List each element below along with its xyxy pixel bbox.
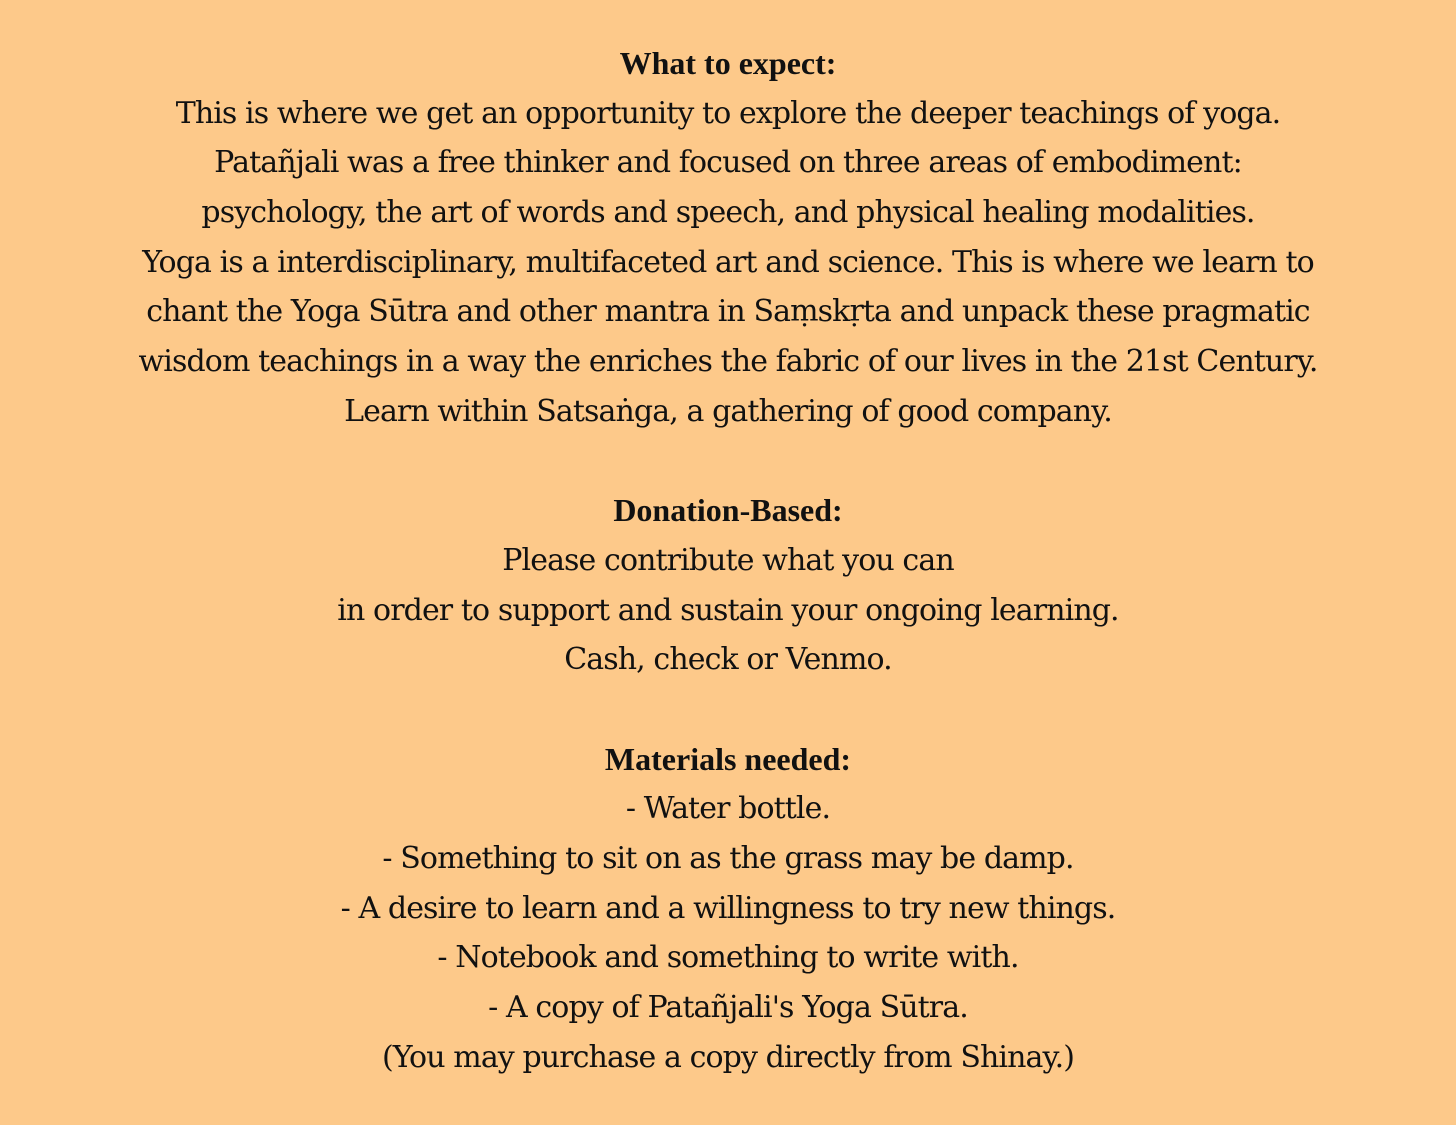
materials-section: [0, 735, 1456, 1083]
donation-line: Cash, check or Venmo.: [564, 642, 892, 678]
expect-line: wisdom teachings in a way the enriches the fabric of our lives in the 21st Century.: [138, 344, 1318, 380]
section-gap: [0, 437, 1456, 487]
what-to-expect-heading: What to expect:: [619, 45, 837, 81]
donation-line: in order to support and sustain your ongoing learning.: [337, 592, 1119, 628]
section-gap: [0, 685, 1456, 735]
expect-line: Yoga is a interdisciplinary, multifaceted art and science. This is where we learn to: [142, 244, 1314, 280]
expect-line: Patañjali was a free thinker and focused on three areas of embodiment:: [214, 145, 1242, 181]
donation-heading: Donation-Based:: [613, 492, 843, 529]
materials-note: (You may purchase a copy directly from Shinay.): [381, 1039, 1075, 1075]
donation-section: [0, 486, 1456, 685]
what-to-expect-section: [0, 39, 1456, 437]
materials-item: - Something to sit on as the grass may be damp.: [382, 841, 1074, 876]
materials-item: - A desire to learn and a willingness to try new things.: [340, 890, 1116, 926]
expect-line: psychology, the art of words and speech, and physical healing modalities.: [201, 195, 1255, 231]
donation-line: Please contribute what you can: [502, 542, 954, 578]
materials-item: - Water bottle.: [625, 791, 831, 827]
materials-heading: Materials needed:: [604, 740, 852, 777]
expect-line: chant the Yoga Sūtra and other mantra in Saṃskṛta and unpack these pragmatic: [146, 294, 1310, 330]
expect-line: Learn within Satsaṅga, a gathering of good company.: [344, 393, 1112, 429]
materials-item: - Notebook and something to write with.: [437, 940, 1019, 976]
materials-item: - A copy of Patañjali's Yoga Sūtra.: [488, 990, 968, 1026]
expect-line: This is where we get an opportunity to explore the deeper teachings of yoga.: [175, 95, 1281, 131]
